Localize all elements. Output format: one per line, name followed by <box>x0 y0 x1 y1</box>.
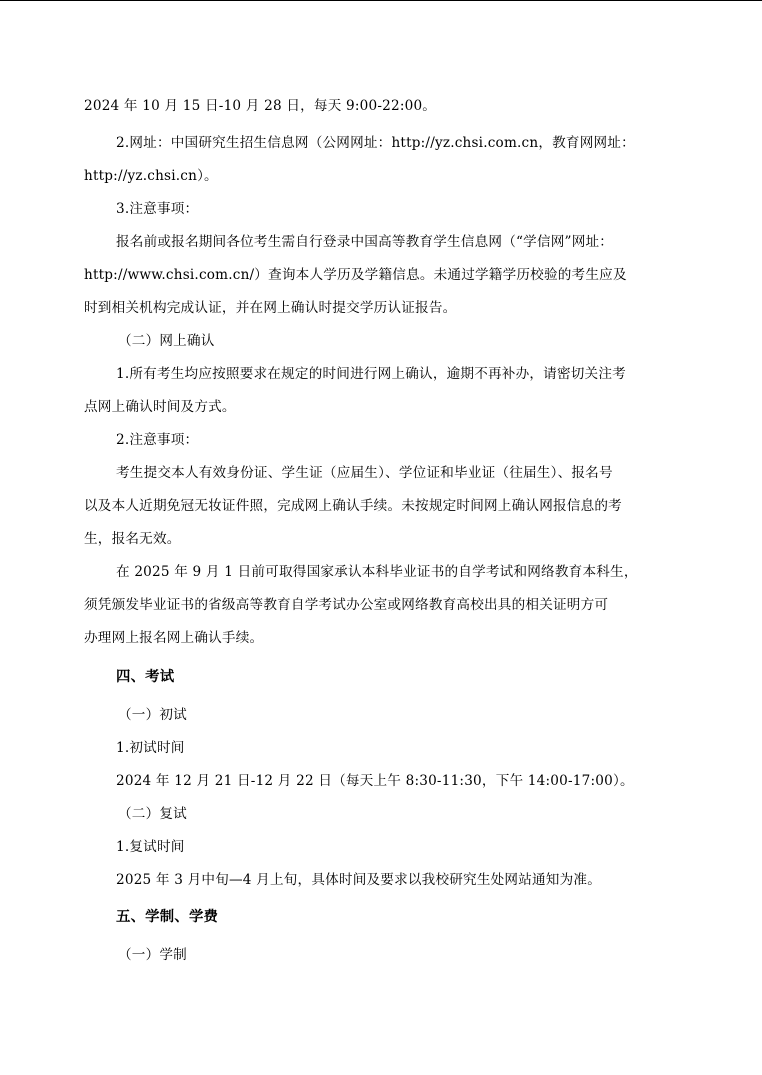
self-study-paragraph-line: 在 2025 年 9 月 1 日前可取得国家承认本科毕业证书的自学考试和网络教育本科生， <box>116 564 638 580</box>
confirmation-item-line: 点网上确认时间及方式。 <box>84 399 236 415</box>
subsection-duration: （一）学制 <box>118 947 187 963</box>
exam-registration-period: 2024 年 10 月 15 日-10 月 28 日，每天 9:00-22:00。 <box>84 98 437 114</box>
notes-paragraph-line: 以及本人近期免冠无妆证件照，完成网上确认手续。未按规定时间网上确认网报信息的考 <box>84 498 622 514</box>
page-top-border <box>0 0 762 1</box>
preliminary-time-value: 2024 年 12 月 21 日-12 月 22 日（每天上午 8:30-11:30，下午 14:00-17:00）。 <box>116 773 634 789</box>
subsection-online-confirmation: （二）网上确认 <box>118 333 215 349</box>
self-study-paragraph-line: 须凭颁发毕业证书的省级高等教育自学考试办公室或网络教育高校出具的相关证明方可 <box>84 597 609 613</box>
preliminary-time-label: 1.初试时间 <box>116 740 185 756</box>
confirmation-item-line: 1.所有考生均应按照要求在规定的时间进行网上确认，逾期不再补办，请密切关注考 <box>116 366 626 382</box>
notes-item: 3.注意事项： <box>116 201 199 217</box>
self-study-paragraph-line: 办理网上报名网上确认手续。 <box>84 630 264 646</box>
subsection-preliminary-exam: （一）初试 <box>118 707 187 723</box>
website-item: 2.网址：中国研究生招生信息网（公网网址：http://yz.chsi.com.cn，教育网网址： <box>116 135 635 151</box>
reexam-time-value: 2025 年 3 月中旬—4 月上旬，具体时间及要求以我校研究生处网站通知为准。 <box>116 872 601 888</box>
subsection-reexam: （二）复试 <box>118 806 187 822</box>
section-heading-exam: 四、考试 <box>116 668 175 685</box>
section-heading-duration-tuition: 五、学制、学费 <box>116 908 219 925</box>
notes-paragraph-line: 时到相关机构完成认证，并在网上确认时提交学历认证报告。 <box>84 300 457 316</box>
notes-paragraph-line: 考生提交本人有效身份证、学生证（应届生）、学位证和毕业证（往届生）、报名号 <box>116 465 613 481</box>
notes-paragraph-line: 报名前或报名期间各位考生需自行登录中国高等教育学生信息网（“学信网”网址： <box>116 234 614 250</box>
website-item-cont: http://yz.chsi.cn）。 <box>84 168 218 184</box>
notes-paragraph-line: http://www.chsi.com.cn/）查询本人学历及学籍信息。未通过学籍学历校验的考生应及 <box>84 267 627 283</box>
reexam-time-label: 1.复试时间 <box>116 839 185 855</box>
notes-item: 2.注意事项： <box>116 432 199 448</box>
notes-paragraph-line: 生，报名无效。 <box>84 531 181 547</box>
